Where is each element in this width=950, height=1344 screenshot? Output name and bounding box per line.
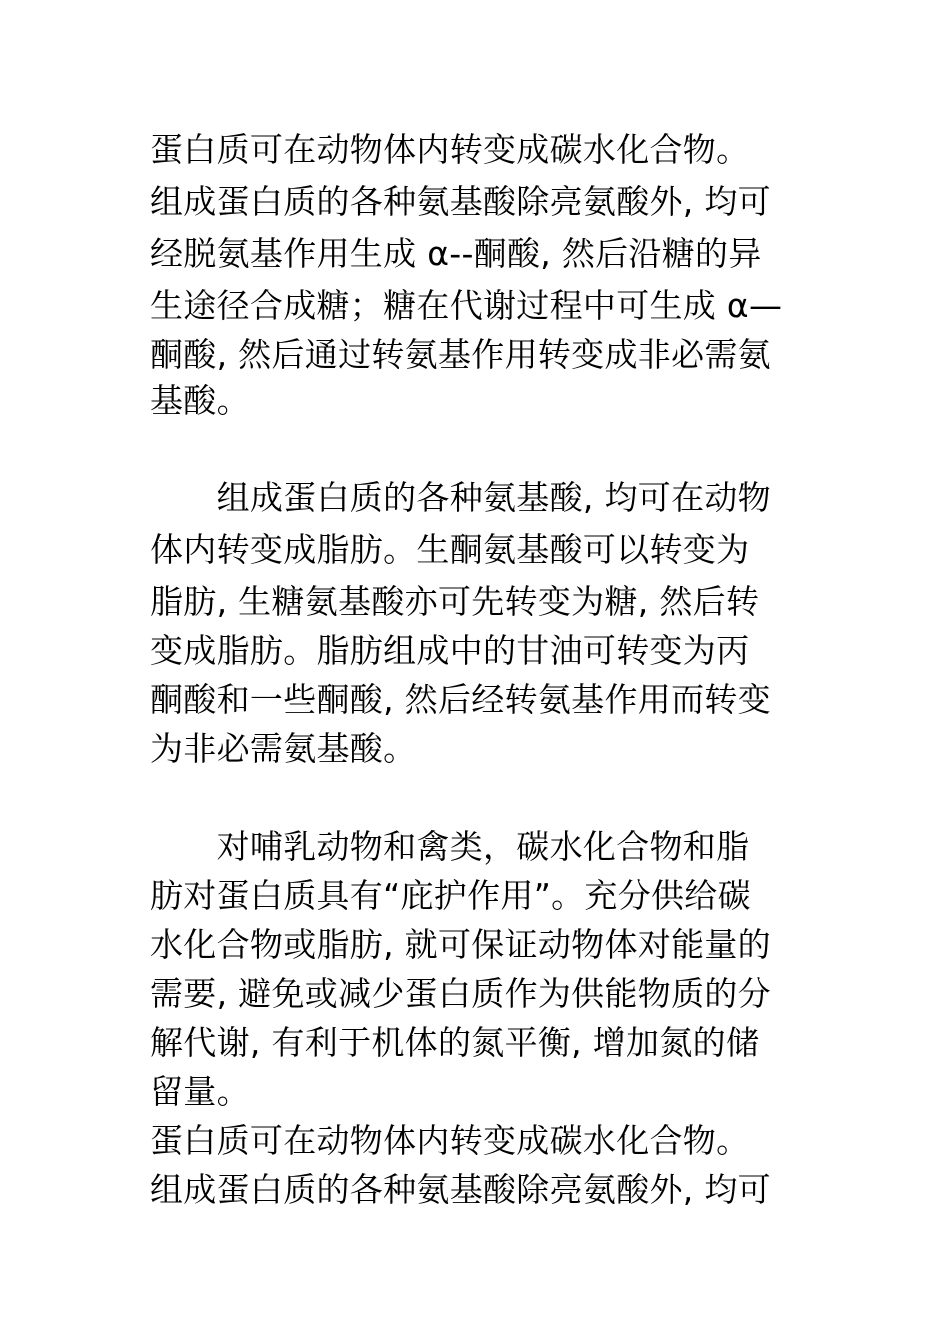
text-line: 需要, 避免或减少蛋白质作为供能物质的分 <box>150 974 771 1013</box>
text-line: 组成蛋白质的各种氨基酸除亮氨酸外, 均可 <box>150 1170 771 1209</box>
text-line: 基酸。 <box>150 381 250 420</box>
text-line: 变成脂肪。脂肪组成中的甘油可转变为丙 <box>150 631 750 670</box>
text-line: 酮酸和一些酮酸, 然后经转氨基作用而转变 <box>150 680 771 719</box>
text-line: 解代谢, 有利于机体的氮平衡, 增加氮的储 <box>150 1023 760 1062</box>
text-line: 酮酸, 然后通过转氨基作用转变成非必需氨 <box>150 335 771 374</box>
text-line: 蛋白质可在动物体内转变成碳水化合物。 <box>150 130 750 169</box>
text-line: 组成蛋白质的各种氨基酸除亮氨酸外, 均可 <box>150 182 771 221</box>
text-line: 水化合物或脂肪, 就可保证动物体对能量的 <box>150 925 771 964</box>
text-line: 生途径合成糖；糖在代谢过程中可生成 α— <box>150 286 783 325</box>
text-line: 蛋白质可在动物体内转变成碳水化合物。 <box>150 1121 750 1160</box>
text-line: 肪对蛋白质具有“庇护作用”。充分供给碳 <box>150 876 751 915</box>
text-line: 经脱氨基作用生成 α--酮酸, 然后沿糖的异 <box>150 234 762 273</box>
text-line: 留量。 <box>150 1072 250 1111</box>
text-line: 体内转变成脂肪。生酮氨基酸可以转变为 <box>150 530 750 569</box>
text-line: 为非必需氨基酸。 <box>150 729 417 768</box>
text-line: 脂肪, 生糖氨基酸亦可先转变为糖, 然后转 <box>150 582 760 621</box>
text-line: 组成蛋白质的各种氨基酸, 均可在动物 <box>150 478 771 517</box>
text-line: 对哺乳动物和禽类，碳水化合物和脂 <box>150 827 750 866</box>
